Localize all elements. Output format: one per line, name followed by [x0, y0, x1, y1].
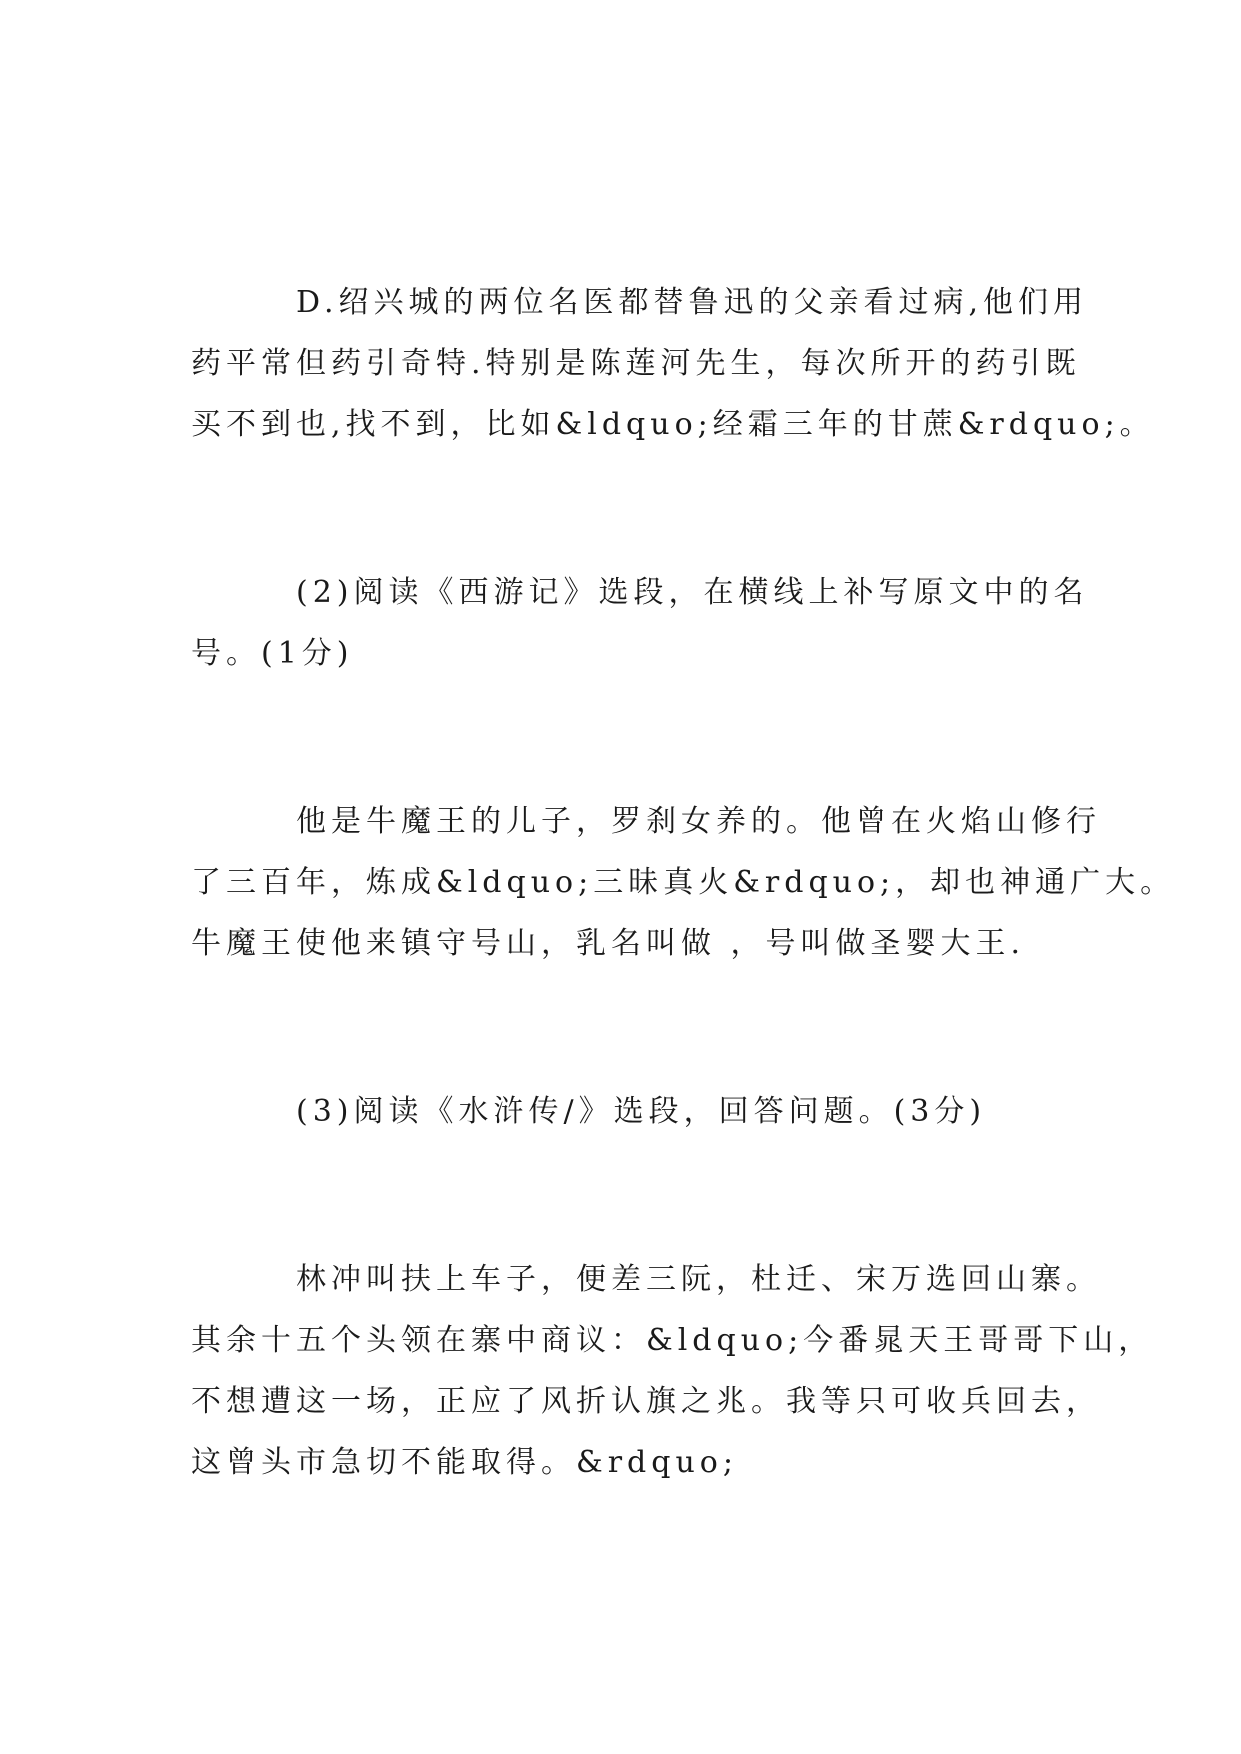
shuihu-line-3: 不想遭这一场，正应了风折认旗之兆。我等只可收兵回去， — [191, 1384, 1101, 1419]
option-d-line-2: 药平常但药引奇特.特别是陈莲河先生，每次所开的药引既 — [191, 346, 1081, 381]
question-3-line-1: (3)阅读《水浒传/》选段，回答问题。(3分) — [296, 1094, 987, 1129]
question-2-line-2: 号。(1分) — [191, 636, 354, 671]
shuihu-line-1: 林冲叫扶上车子，便差三阮，杜迁、宋万选回山寨。 — [296, 1262, 1101, 1297]
xiyouji-line-2: 了三百年，炼成&ldquo;三昧真火&rdquo;，却也神通广大。 — [191, 865, 1176, 900]
xiyouji-line-3: 牛魔王使他来镇守号山，乳名叫做 ，号叫做圣婴大王. — [191, 926, 1026, 961]
question-2-line-1: (2)阅读《西游记》选段，在横线上补写原文中的名 — [296, 575, 1089, 610]
shuihu-line-2: 其余十五个头领在寨中商议：&ldquo;今番晁天王哥哥下山， — [191, 1323, 1154, 1358]
xiyouji-line-1: 他是牛魔王的儿子，罗刹女养的。他曾在火焰山修行 — [296, 804, 1101, 839]
option-d-line-3: 买不到也,找不到，比如&ldquo;经霜三年的甘蔗&rdquo;。 — [191, 407, 1155, 442]
shuihu-line-4: 这曾头市急切不能取得。&rdquo; — [191, 1445, 738, 1480]
option-d-line-1: D.绍兴城的两位名医都替鲁迅的父亲看过病,他们用 — [296, 285, 1089, 320]
